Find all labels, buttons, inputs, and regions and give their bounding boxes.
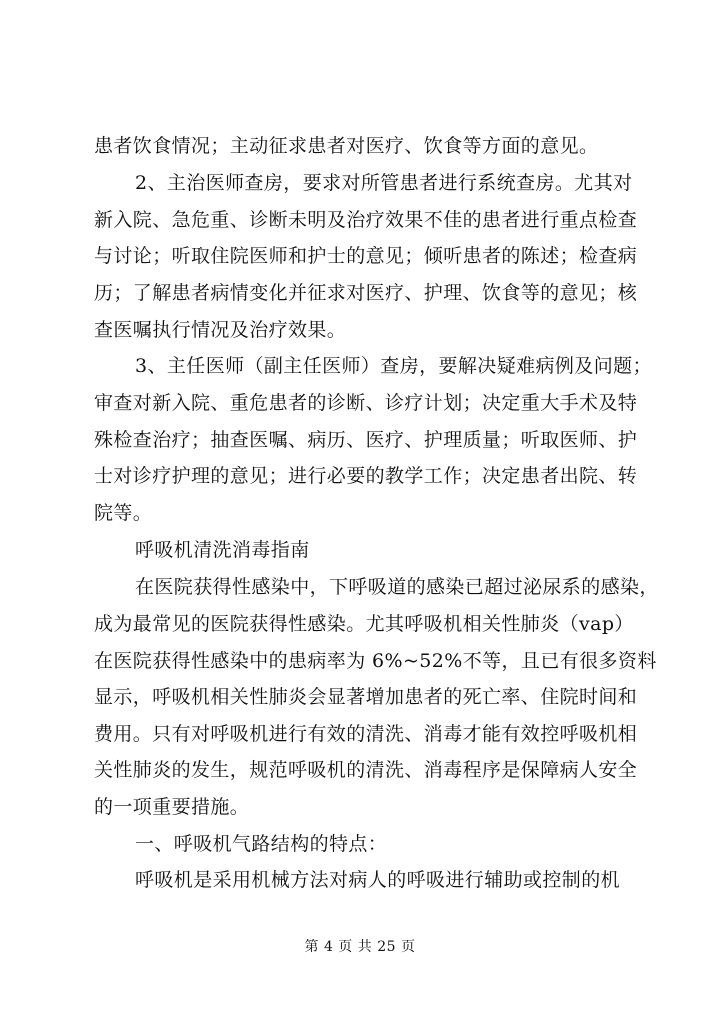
text-line: 显示，呼吸机相关性肺炎会显著增加患者的死亡率、住院时间和 — [94, 686, 638, 708]
text-line: 历；了解患者病情变化并征求对医疗、护理、饮食等的意见；核 — [94, 282, 638, 304]
text-line: 在医院获得性感染中，下呼吸道的感染已超过泌尿系的感染， — [135, 576, 659, 598]
section-heading: 呼吸机清洗消毒指南 — [135, 539, 310, 561]
text-line: 的一项重要措施。 — [94, 796, 250, 818]
text-line: 成为最常见的医院获得性感染。尤其呼吸机相关性肺炎（vap） — [94, 613, 634, 635]
text-line: 费用。只有对呼吸机进行有效的清洗、消毒才能有效控呼吸机相 — [94, 723, 638, 745]
text-line: 与讨论；听取住院医师和护士的意见；倾听患者的陈述；检查病 — [94, 245, 638, 267]
text-line: 呼吸机是采用机械方法对病人的呼吸进行辅助或控制的机 — [135, 869, 621, 891]
page-footer: 第 4 页 共 25 页 — [304, 939, 416, 955]
text-line: 殊检查治疗；抽查医嘱、病历、医疗、护理质量；听取医师、护 — [94, 429, 638, 451]
text-line: 查医嘱执行情况及治疗效果。 — [94, 319, 347, 341]
text-line: 3、主任医师（副主任医师）查房，要解决疑难病例及问题； — [135, 355, 652, 377]
text-line: 关性肺炎的发生，规范呼吸机的清洗、消毒程序是保障病人安全 — [94, 759, 638, 781]
text-line: 士对诊疗护理的意见；进行必要的教学工作；决定患者出院、转 — [94, 465, 638, 487]
text-line: 审查对新入院、重危患者的诊断、诊疗计划；决定重大手术及特 — [94, 392, 638, 414]
text-line: 2、主治医师查房，要求对所管患者进行系统查房。尤其对 — [135, 172, 633, 194]
text-line: 患者饮食情况；主动征求患者对医疗、饮食等方面的意见。 — [94, 135, 599, 157]
text-line: 新入院、急危重、诊断未明及治疗效果不佳的患者进行重点检查 — [94, 209, 638, 231]
text-line: 院等。 — [94, 502, 153, 524]
subsection-heading: 一、呼吸机气路结构的特点： — [135, 833, 388, 855]
text-line: 在医院获得性感染中的患病率为 6%~52%不等，且已有很多资料 — [94, 650, 657, 672]
